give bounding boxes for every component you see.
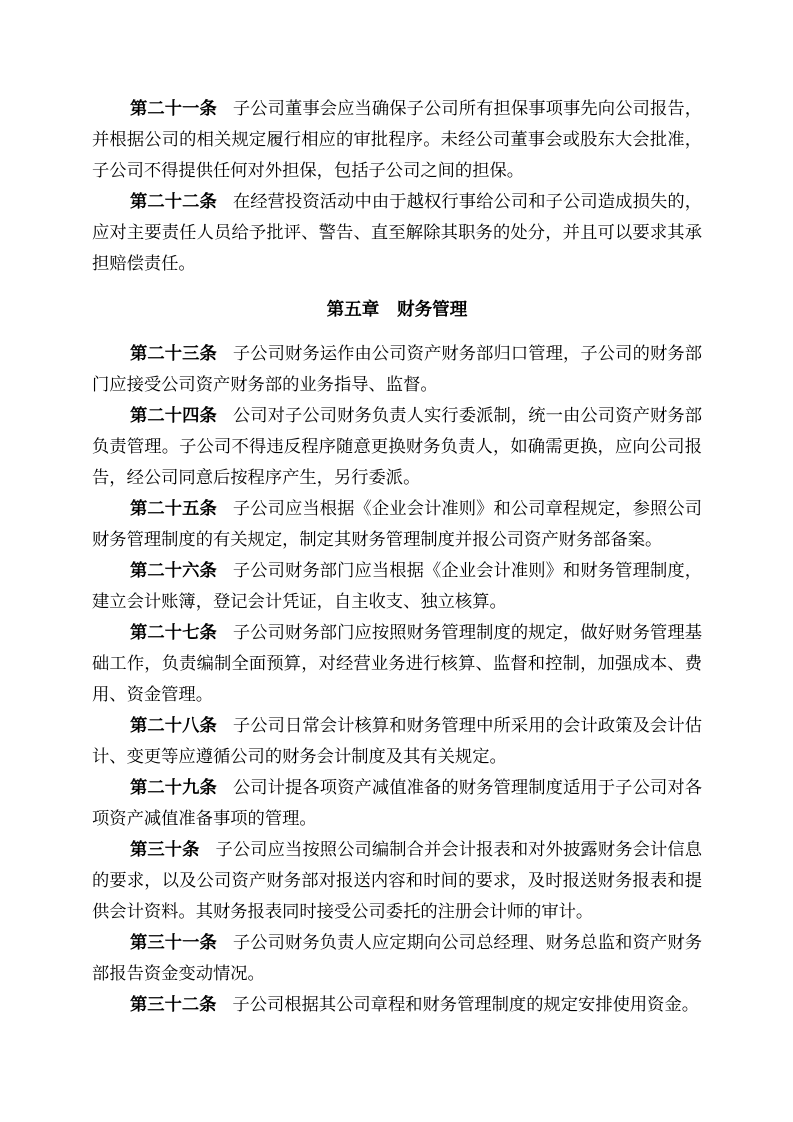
chapter-heading: 第五章 财务管理 <box>326 299 468 320</box>
article-text: 公司计提各项资产减值准备的财务管理制度适用于子公司对各项资产减值准备事项的管理。 <box>92 778 702 829</box>
article-paragraph-28 <box>92 711 702 773</box>
article-text: 子公司日常会计核算和财务管理中所采用的会计政策及会计估计、变更等应遵循公司的财务会计制度及其有关规定。 <box>92 716 702 767</box>
article-number: 第二十七条 <box>130 623 217 643</box>
article-paragraph-32 <box>92 990 702 1021</box>
article-number: 第二十八条 <box>130 716 217 736</box>
article-number: 第二十二条 <box>130 192 217 212</box>
article-number: 第三十二条 <box>130 995 217 1015</box>
article-number: 第二十四条 <box>130 406 217 426</box>
article-number: 第二十六条 <box>130 561 217 581</box>
article-paragraph-29 <box>92 773 702 835</box>
article-text: 子公司财务运作由公司资产财务部归口管理，子公司的财务部门应接受公司资产财务部的业务指导、监督。 <box>92 344 702 395</box>
article-number: 第三十条 <box>130 840 200 860</box>
article-paragraph-21 <box>92 94 702 187</box>
article-paragraph-31 <box>92 928 702 990</box>
article-paragraph-30 <box>92 835 702 928</box>
article-paragraph-26 <box>92 556 702 618</box>
article-paragraph-27 <box>92 618 702 711</box>
article-number: 第二十三条 <box>130 344 217 364</box>
article-text: 子公司董事会应当确保子公司所有担保事项事先向公司报告，并根据公司的相关规定履行相应的审批程序。未经公司董事会或股东大会批准，子公司不得提供任何对外担保，包括子公司之间的担保。 <box>92 99 702 181</box>
article-paragraph-22 <box>92 187 702 280</box>
article-paragraph-23 <box>92 339 702 401</box>
article-text: 子公司应当根据《企业会计准则》和公司章程规定，参照公司财务管理制度的有关规定，制定其财务管理制度并报公司资产财务部备案。 <box>92 499 702 550</box>
article-text: 子公司财务部门应当根据《企业会计准则》和财务管理制度，建立会计账簿，登记会计凭证，自主收支、独立核算。 <box>92 561 702 612</box>
article-paragraph-25 <box>92 494 702 556</box>
article-number: 第三十一条 <box>130 933 217 953</box>
article-text: 子公司财务部门应按照财务管理制度的规定，做好财务管理基础工作，负责编制全面预算，对经营业务进行核算、监督和控制，加强成本、费用、资金管理。 <box>92 623 702 705</box>
article-text: 子公司应当按照公司编制合并会计报表和对外披露财务会计信息的要求，以及公司资产财务部对报送内容和时间的要求，及时报送财务报表和提供会计资料。其财务报表同时接受公司委托的注册会计师的审计。 <box>92 840 702 922</box>
article-paragraph-24 <box>92 401 702 494</box>
article-text: 公司对子公司财务负责人实行委派制，统一由公司资产财务部负责管理。子公司不得违反程序随意更换财务负责人，如确需更换，应向公司报告，经公司同意后按程序产生，另行委派。 <box>92 406 702 488</box>
article-number: 第二十五条 <box>130 499 217 519</box>
article-text: 子公司财务负责人应定期向公司总经理、财务总监和资产财务部报告资金变动情况。 <box>92 933 702 984</box>
article-text: 子公司根据其公司章程和财务管理制度的规定安排使用资金。 <box>232 995 700 1015</box>
article-text: 在经营投资活动中由于越权行事给公司和子公司造成损失的，应对主要责任人员给予批评、警告、直至解除其职务的处分，并且可以要求其承担赔偿责任。 <box>92 192 702 274</box>
article-number: 第二十一条 <box>130 99 217 119</box>
article-number: 第二十九条 <box>130 778 217 798</box>
